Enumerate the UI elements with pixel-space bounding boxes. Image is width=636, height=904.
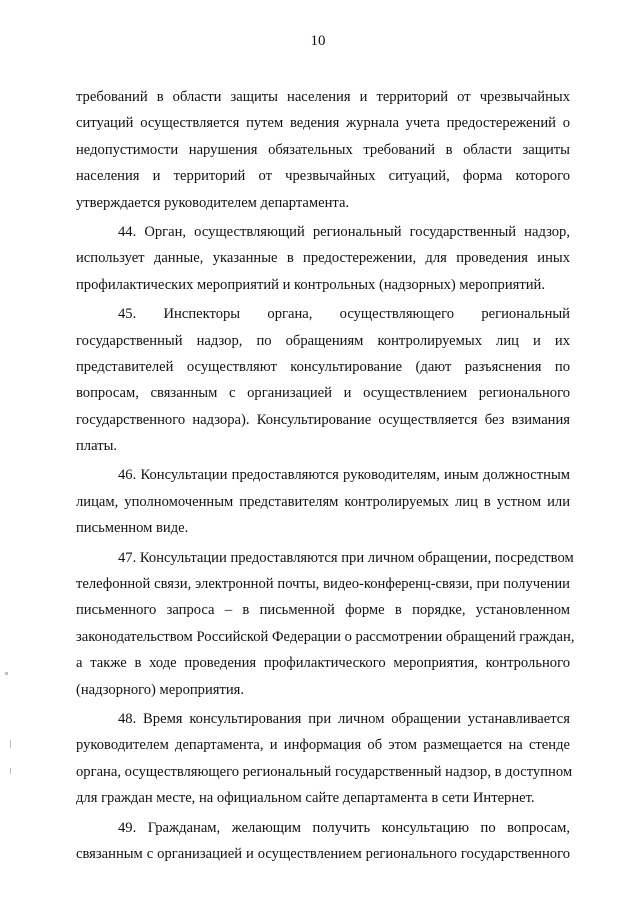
text-line: связанным с организацией и осуществлением регионального государственного (76, 845, 570, 862)
document-body (76, 84, 575, 867)
paragraph-48 (76, 706, 573, 812)
text-line: ситуаций осуществляется путем ведения журнала учета предостережений о (76, 115, 570, 132)
paragraph-46 (76, 462, 570, 541)
text-line: органа, осуществляющего региональный государственный надзор, в доступном (76, 763, 573, 780)
text-line: 48. Время консультирования при личном обращении устанавливается (118, 710, 570, 727)
text-line: письменном виде. (76, 520, 189, 537)
paragraph-44 (76, 219, 570, 298)
text-line: 45. Инспекторы органа, осуществляющего региональный (118, 306, 570, 323)
text-line: письменного запроса – в письменной форме в порядке, установленном (76, 602, 570, 619)
text-line: 47. Консультации предоставляются при личном обращении, посредством (118, 549, 574, 566)
text-line: утверждается руководителем департамента. (76, 194, 350, 211)
text-line: населения и территорий от чрезвычайных ситуаций, форма которого (76, 168, 570, 185)
text-line: 49. Гражданам, желающим получить консультацию по вопросам, (118, 819, 570, 836)
text-line: профилактических мероприятий и контрольных (надзорных) мероприятий. (76, 276, 545, 293)
text-line: требований в области защиты населения и территорий от чрезвычайных (76, 89, 570, 105)
scan-artifact (10, 768, 11, 774)
paragraph-49 (76, 815, 570, 868)
paragraph-45 (76, 301, 570, 459)
text-line: телефонной связи, электронной почты, видео-конференц-связи, при получении (76, 576, 570, 593)
text-line: лицам, уполномоченным представителям контролируемых лиц в устном или (76, 493, 570, 510)
text-line: платы. (76, 438, 118, 455)
text-line: 46. Консультации предоставляются руководителям, иным должностным (118, 467, 570, 484)
text-line: а также в ходе проведения профилактического мероприятия, контрольного (76, 655, 570, 672)
scan-artifact (5, 672, 8, 675)
text-line: недопустимости нарушения обязательных требований в области защиты (76, 141, 570, 158)
paragraph-intro (76, 84, 570, 216)
text-line: государственного надзора). Консультирование осуществляется без взимания (76, 411, 570, 428)
text-line: государственный надзор, по обращениям контролируемых лиц и их (76, 332, 570, 349)
text-line: 44. Орган, осуществляющий региональный государственный надзор, (118, 223, 570, 240)
text-line: использует данные, указанные в предостережении, для проведения иных (76, 250, 570, 267)
text-line: законодательством Российской Федерации о рассмотрении обращений граждан, (76, 628, 575, 645)
paragraph-47 (76, 545, 575, 703)
text-line: (надзорного) мероприятия. (76, 681, 245, 698)
scan-artifact (10, 740, 11, 748)
text-line: вопросам, связанным с организацией и осуществлением регионального (76, 385, 570, 402)
text-line: руководителем департамента, и информация об этом размещается на стенде (76, 737, 570, 754)
text-line: представителей осуществляют консультирование (дают разъяснения по (76, 358, 570, 375)
text-line: для граждан месте, на официальном сайте департамента в сети Интернет. (76, 790, 535, 807)
page-number: 10 (310, 33, 326, 49)
